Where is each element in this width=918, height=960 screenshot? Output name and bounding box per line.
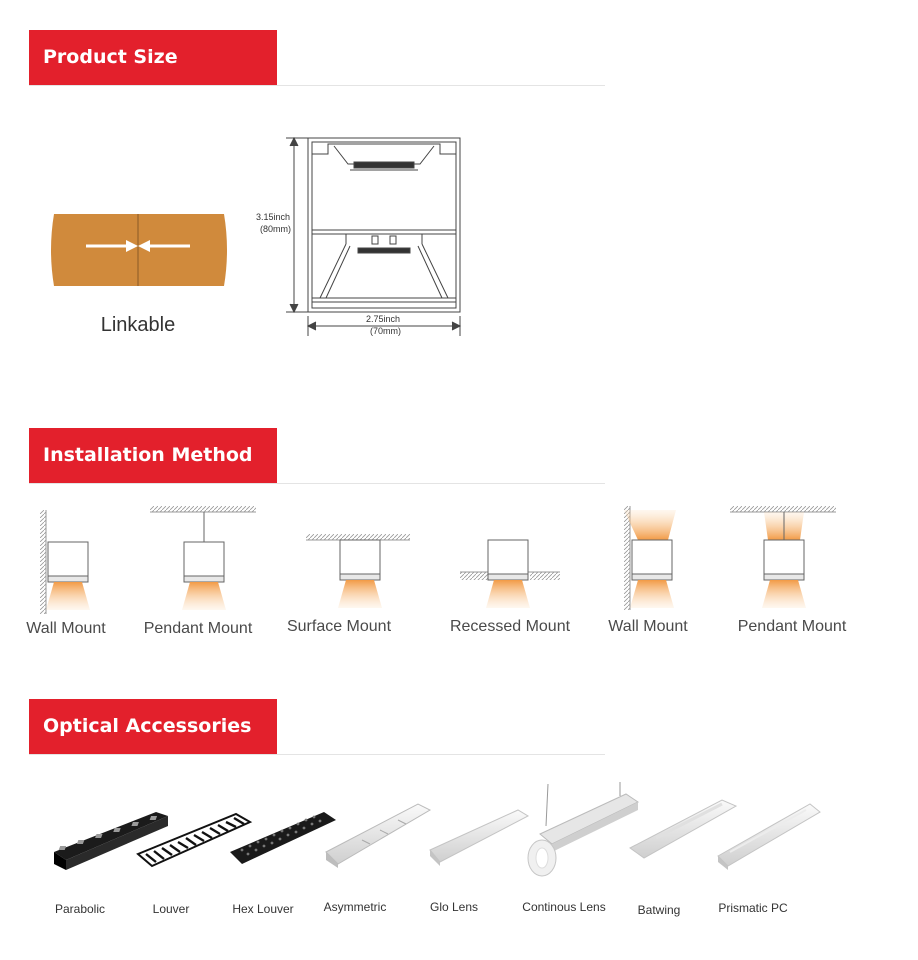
mount-label: Surface Mount: [286, 618, 392, 635]
mount-label: Recessed Mount: [449, 618, 571, 635]
height-inch-text: 3.15inch: [256, 212, 291, 222]
mount-label: Wall Mount: [26, 620, 106, 637]
wall-mount-updown-icon: [624, 506, 684, 614]
section-header-optical: Optical Accessories: [29, 699, 277, 754]
section-divider: [29, 754, 605, 755]
section-header-installation: Installation Method: [29, 428, 277, 483]
accessory-label: Glo Lens: [429, 900, 479, 914]
accessory-label: Asymmetric: [323, 900, 387, 914]
pendant-mount-icon: [150, 506, 260, 614]
accessory-label: Prismatic PC: [718, 901, 788, 915]
mount-label: Pendant Mount: [143, 620, 253, 637]
height-mm-text: (80mm): [260, 224, 291, 234]
linkable-diagram: [48, 212, 228, 288]
wall-mount-icon: [40, 510, 100, 614]
recessed-mount-icon: [460, 538, 570, 614]
profile-dimension-drawing: [254, 132, 474, 342]
width-mm-text: (70mm): [370, 326, 401, 336]
prismatic-pc-image: [716, 800, 824, 872]
accessory-label: Continous Lens: [522, 900, 606, 914]
width-inch-text: 2.75inch: [366, 314, 401, 324]
accessory-label: Louver: [152, 902, 190, 916]
section-divider: [29, 85, 605, 86]
asymmetric-image: [322, 800, 434, 870]
mount-label: Pendant Mount: [737, 618, 847, 635]
surface-mount-icon: [306, 534, 416, 614]
section-header-product-size: Product Size: [29, 30, 277, 85]
accessory-label: Batwing: [637, 903, 681, 917]
section-divider: [29, 483, 605, 484]
mount-label: Wall Mount: [608, 618, 688, 635]
accessory-label: Hex Louver: [232, 902, 294, 916]
glo-lens-image: [426, 806, 532, 870]
linkable-label: Linkable: [100, 314, 176, 336]
accessory-label: Parabolic: [54, 902, 106, 916]
pendant-mount-updown-icon: [730, 506, 840, 614]
